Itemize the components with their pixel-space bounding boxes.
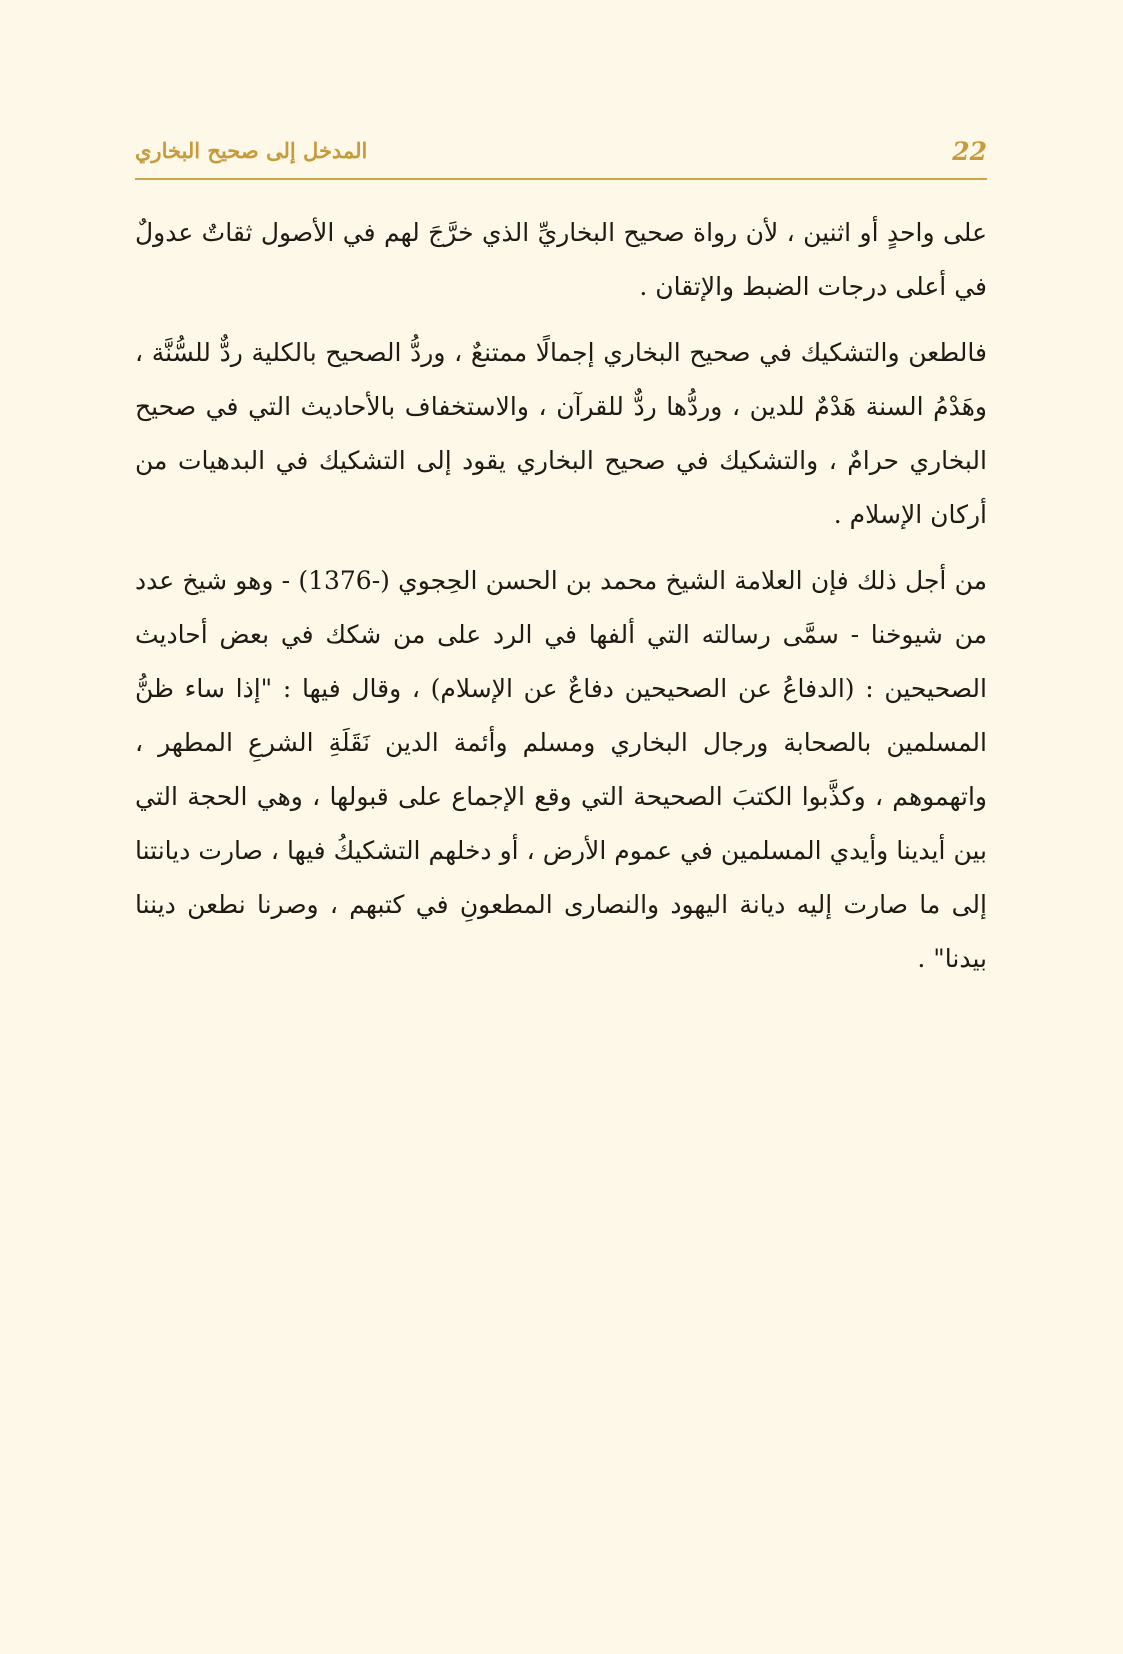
page-number: 22 <box>952 137 987 166</box>
body-text <box>135 206 987 998</box>
running-title: المدخل إلى صحيح البخاري <box>135 138 368 163</box>
paragraph: على واحدٍ أو اثنين ، لأن رواة صحيح البخاريِّ الذي خرَّجَ لهم في الأصول ثقاتٌ عدولٌ في أعلى درجات الضبط والإتقان . <box>135 218 987 301</box>
paragraph: فالطعن والتشكيك في صحيح البخاري إجمالًا ممتنعٌ ، وردُّ الصحيح بالكلية ردٌّ للسُّنَّة ، وهَدْمُ السنة هَدْمٌ للدين ، وردُّها ردٌّ للقرآن ، والاستخفاف بالأحاديث التي في صحيح البخاري حرامٌ ، والتشكيك في صحيح البخاري يقود إلى التشكيك في البدهيات من أركان الإسلام . <box>135 338 987 529</box>
header-rule <box>135 178 987 180</box>
paragraph: من أجل ذلك فإن العلامة الشيخ محمد بن الحسن الحِجوي (-1376) - وهو شيخ عدد من شيوخنا - سمَّى رسالته التي ألفها في الرد على من شكك في بعض أحاديث الصحيحين : (الدفاعُ عن الصحيحين دفاعٌ عن الإسلام) ، وقال فيها : "إذا ساء ظنُّ المسلمين بالصحابة ورجال البخاري ومسلم وأئمة الدين نَقَلَةِ الشرعِ المطهر ، واتهموهم ، وكذَّبوا الكتبَ الصحيحة التي وقع الإجماع على قبولها ، وهي الحجة التي بين أيدينا وأيدي المسلمين في عموم الأرض ، أو دخلهم التشكيكُ فيها ، صارت ديانتنا إلى ما صارت إليه ديانة اليهود والنصارى المطعونِ في كتبهم ، وصرنا نطعن ديننا بيدنا" . <box>135 566 988 973</box>
